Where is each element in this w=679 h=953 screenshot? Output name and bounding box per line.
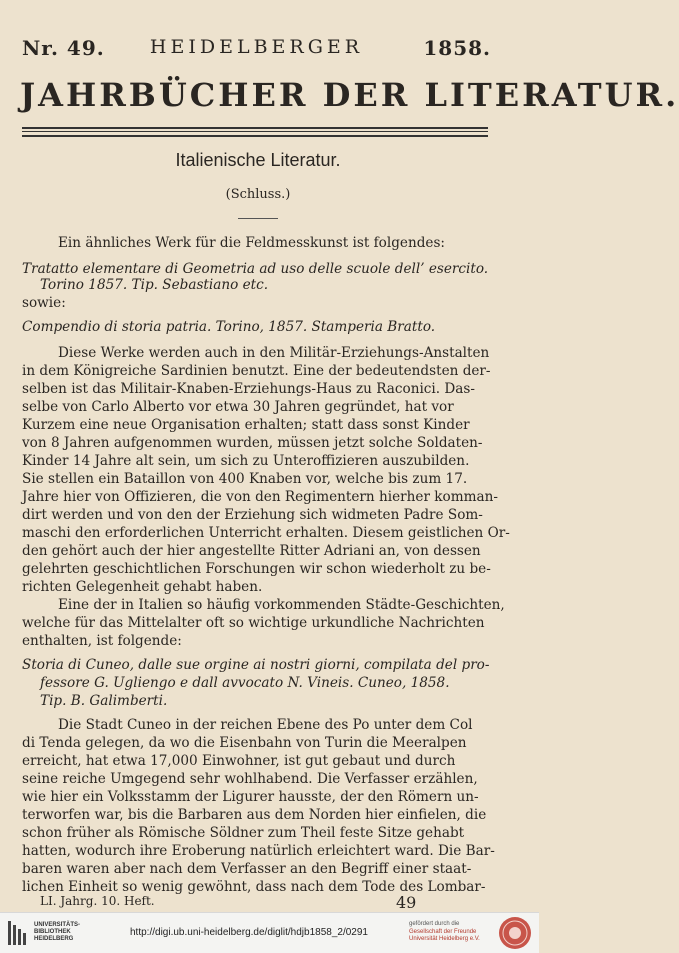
text-line: seine reiche Umgegend sehr wohlhabend. Die Verfasser erzählen, (22, 771, 478, 787)
text-line: hatten, wodurch ihre Eroberung natürlich erleichtert ward. Die Bar- (22, 843, 495, 859)
text-line: Ein ähnliches Werk für die Feldmesskunst ist folgendes: (58, 235, 446, 251)
year: 1858. (423, 36, 491, 60)
citation-line: Compendio di storia patria. Torino, 1857. Stamperia Bratto. (22, 319, 436, 335)
text-line: von 8 Jahren aufgenommen wurden, müssen jetzt solche Soldaten- (22, 435, 483, 451)
text-line: wie hier ein Volksstamm der Ligurer hausste, der den Römern un- (22, 789, 479, 805)
text-line: Jahre hier von Offizieren, die von den Regimentern hierher komman- (22, 489, 498, 505)
text-line: terworfen war, bis die Barbaren aus dem Norden hier einfielen, die (22, 807, 487, 823)
library-name: UNIVERSITÄTS- BIBLIOTHEK HEIDELBERG (34, 922, 81, 942)
masthead: JAHRBÜCHER DER LITERATUR. (20, 76, 679, 114)
text-line: Die Stadt Cuneo in der reichen Ebene des Po unter dem Col (58, 717, 473, 733)
text-line: in dem Königreiche Sardinien benutzt. Eine der bedeutendsten der- (22, 363, 491, 379)
running-title: HEIDELBERGER (149, 36, 364, 58)
text-line: schon früher als Römische Söldner zum Theil feste Sitze gehabt (22, 825, 465, 841)
text-line: Sie stellen ein Bataillon von 400 Knaben vor, welche bis zum 17. (22, 471, 468, 487)
header-rule (22, 135, 488, 137)
text-line: Kurzem eine neue Organisation erhalten; statt dass sonst Kinder (22, 417, 470, 433)
signature-mark: LI. Jahrg. 10. Heft. (40, 894, 155, 908)
text-line: maschi den erforderlichen Unterricht erhalten. Diesem geistlichen Or- (22, 525, 510, 541)
text-line: gelehrten geschichtlichen Forschungen wir schon wiederholt zu be- (22, 561, 491, 577)
university-seal-icon (498, 916, 532, 950)
issue-number: Nr. 49. (22, 36, 105, 60)
text-line: Kinder 14 Jahre alt sein, um sich zu Unteroffizieren auszubilden. (22, 453, 470, 469)
viewer-bar (0, 912, 539, 953)
section-subtitle: (Schluss.) (225, 187, 291, 202)
text-line: erreicht, hat etwa 17,000 Einwohner, ist gut gebaut und durch (22, 753, 456, 769)
section-title: Italienische Literatur. (175, 150, 341, 170)
citation-line: Torino 1857. Tip. Sebastiano etc. (40, 277, 269, 293)
section-divider (238, 218, 278, 219)
permalink-url[interactable]: http://digi.ub.uni-heidelberg.de/diglit/hdjb1858_2/0291 (130, 927, 368, 938)
university-library-logo-icon (6, 919, 30, 947)
text-line: welche für das Mittelalter oft so wichtige urkundliche Nachrichten (22, 615, 485, 631)
header-rule (22, 131, 488, 132)
citation-line: Storia di Cuneo, dalle sue orgine ai nostri giorni, compilata del pro- (22, 657, 490, 673)
citation-line: fessore G. Ugliengo e dall avvocato N. Vineis. Cuneo, 1858. (40, 675, 450, 691)
text-line: dirt werden und von den der Erziehung sich widmeten Padre Som- (22, 507, 483, 523)
text-line: den gehört auch der hier angestellte Ritter Adriani an, von dessen (22, 543, 481, 559)
text-line: enthalten, ist folgende: (22, 633, 182, 649)
text-line: Eine der in Italien so häufig vorkommenden Städte-Geschichten, (58, 597, 505, 613)
citation-line: Tip. B. Galimberti. (40, 693, 168, 709)
text-line: di Tenda gelegen, da wo die Eisenbahn von Turin die Meeralpen (22, 735, 467, 751)
text-line: richten Gelegenheit gehabt haben. (22, 579, 263, 595)
citation-line: Tratatto elementare di Geometria ad uso delle scuole dell’ esercito. (22, 261, 489, 277)
text-line: selbe von Carlo Alberto vor etwa 30 Jahren gegründet, hat vor (22, 399, 454, 415)
running-header (22, 36, 491, 62)
text-line: sowie: (22, 295, 66, 311)
page-number: 49 (396, 893, 417, 912)
text-line: Diese Werke werden auch in den Militär-Erziehungs-Anstalten (58, 345, 490, 361)
text-line: lichen Einheit so wenig gewöhnt, dass nach dem Tode des Lombar- (22, 879, 486, 895)
text-line: selben ist das Militair-Knaben-Erziehungs-Haus zu Raconici. Das- (22, 381, 475, 397)
text-line: baren waren aber nach dem Verfasser an den Begriff einer staat- (22, 861, 472, 877)
sponsor-note: gefördert durch die Gesellschaft der Freunde Universität Heidelberg e.V. (409, 921, 480, 942)
header-rule (22, 127, 488, 129)
